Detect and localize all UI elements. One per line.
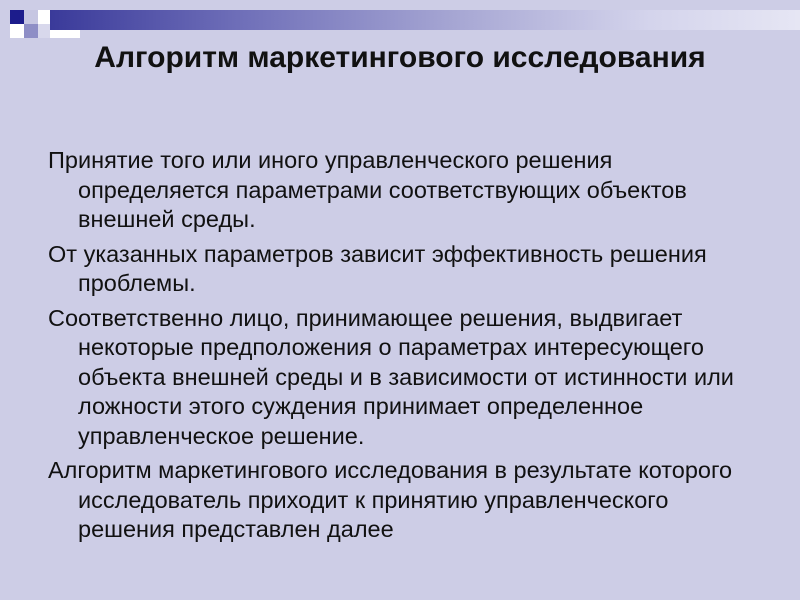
- decor-gradient-bar: [50, 10, 800, 30]
- paragraph-1: Принятие того или иного управленческого решения определяется параметрами соответствующих объектов внешней среды.: [48, 147, 687, 232]
- decor-square-dark: [10, 10, 24, 24]
- decor-square-white-2: [38, 10, 50, 24]
- slide-body: [48, 146, 748, 550]
- decor-square-white: [10, 24, 24, 38]
- decor-square-light-2: [38, 24, 50, 38]
- paragraph-2: От указанных параметров зависит эффективность решения проблемы.: [48, 240, 707, 296]
- slide-title: Алгоритм маркетингового исследования: [94, 41, 706, 74]
- decor-square-mid: [24, 24, 38, 38]
- decor-bar-notch: [50, 30, 80, 38]
- decor-square-light: [24, 10, 38, 24]
- paragraph-3: Соответственно лицо, принимающее решения, выдвигает некоторые предположения о параметрах интересующего объекта внешней среды и в зависимости от истинности или ложности этого суждения принимает определенное управленческое решение.: [48, 304, 734, 449]
- paragraph-4: Алгоритм маркетингового исследования в результате которого исследователь приходит к принятию управленческого решения представлен далее: [48, 457, 733, 542]
